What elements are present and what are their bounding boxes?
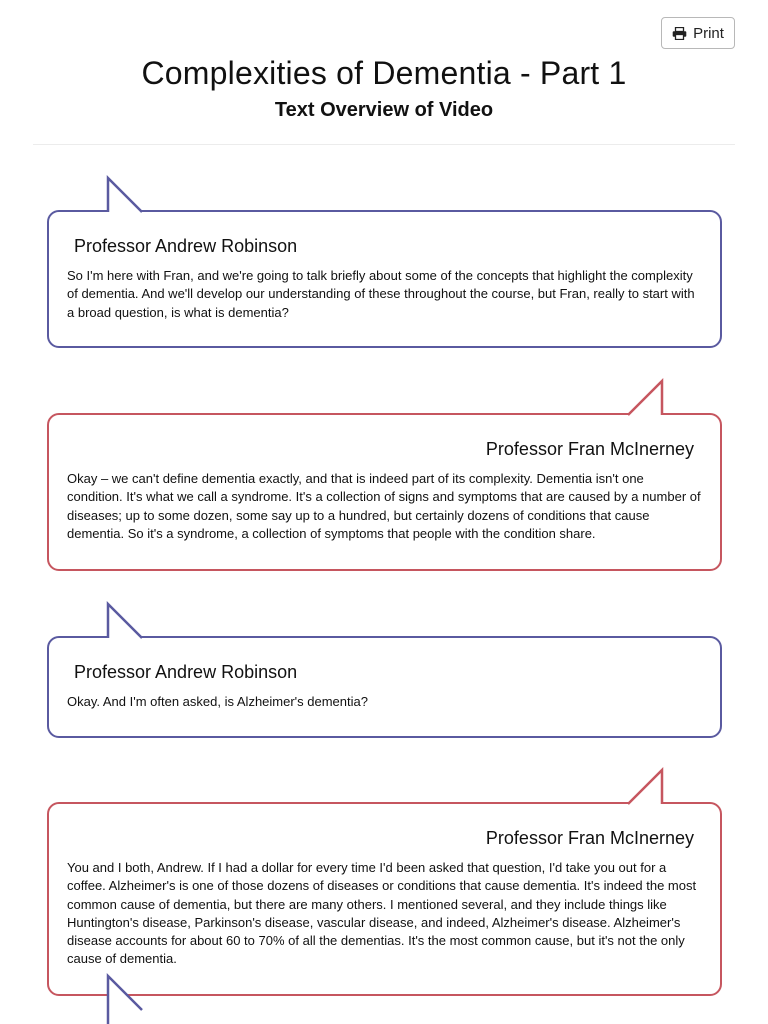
speech-tail-andrew	[100, 170, 150, 215]
header-divider	[33, 144, 735, 145]
transcript-bubble-fran	[47, 802, 722, 996]
speaker-name: Professor Andrew Robinson	[74, 236, 298, 256]
speech-tail-andrew	[100, 596, 150, 641]
utterance-text: Okay. And I'm often asked, is Alzheimer's dementia?	[67, 694, 368, 709]
page-title: Complexities of Dementia - Part 1	[141, 55, 627, 91]
speaker-name: Professor Andrew Robinson	[74, 662, 298, 682]
speech-tail-fran	[620, 373, 670, 418]
utterance-text: So I'm here with Fran, and we're going to talk briefly about some of the concepts that highlight the complexity of dementia. And we'll develop our understanding of these throughout the course, but Fran, really to start with a broad question, is what is dementia?	[67, 268, 695, 320]
page-subtitle: Text Overview of Video	[274, 99, 494, 121]
print-label: Print	[693, 24, 724, 42]
transcript-bubble-andrew	[47, 210, 722, 348]
transcript-bubble-fran	[47, 413, 722, 571]
print-button[interactable]	[661, 17, 735, 49]
utterance-text: Okay – we can't define dementia exactly, and that is indeed part of its complexity. Dementia isn't one condition. It's what we call a syndrome. It's a collection of signs and symptoms that are caused by a number of diseases; up to some dozen, some say up to a hundred, but certainly dozens of conditions that cause dementia. So it's a syndrome, a collection of symptoms that people with the condition share.	[67, 471, 701, 541]
printer-icon	[672, 27, 687, 40]
speech-tail-fran	[620, 762, 670, 807]
utterance-text: You and I both, Andrew. If I had a dollar for every time I'd been asked that question, I'd take you out for a coffee. Alzheimer's is one of those dozens of diseases or conditions that cause dementia. It's indeed the most common cause of dementia, but there are many others. I mentioned several, and they include things like Huntington's disease, Parkinson's disease, vascular disease, and indeed, Alzheimer's disease. Alzheimer's disease accounts for about 60 to 70% of all the dementias. It's the most common cause, but it's not the only cause of dementia.	[67, 860, 697, 967]
speech-tail-andrew	[100, 968, 150, 1024]
transcript-bubble-andrew	[47, 636, 722, 738]
speaker-name: Professor Fran McInerney	[485, 439, 694, 459]
speaker-name: Professor Fran McInerney	[485, 828, 694, 848]
